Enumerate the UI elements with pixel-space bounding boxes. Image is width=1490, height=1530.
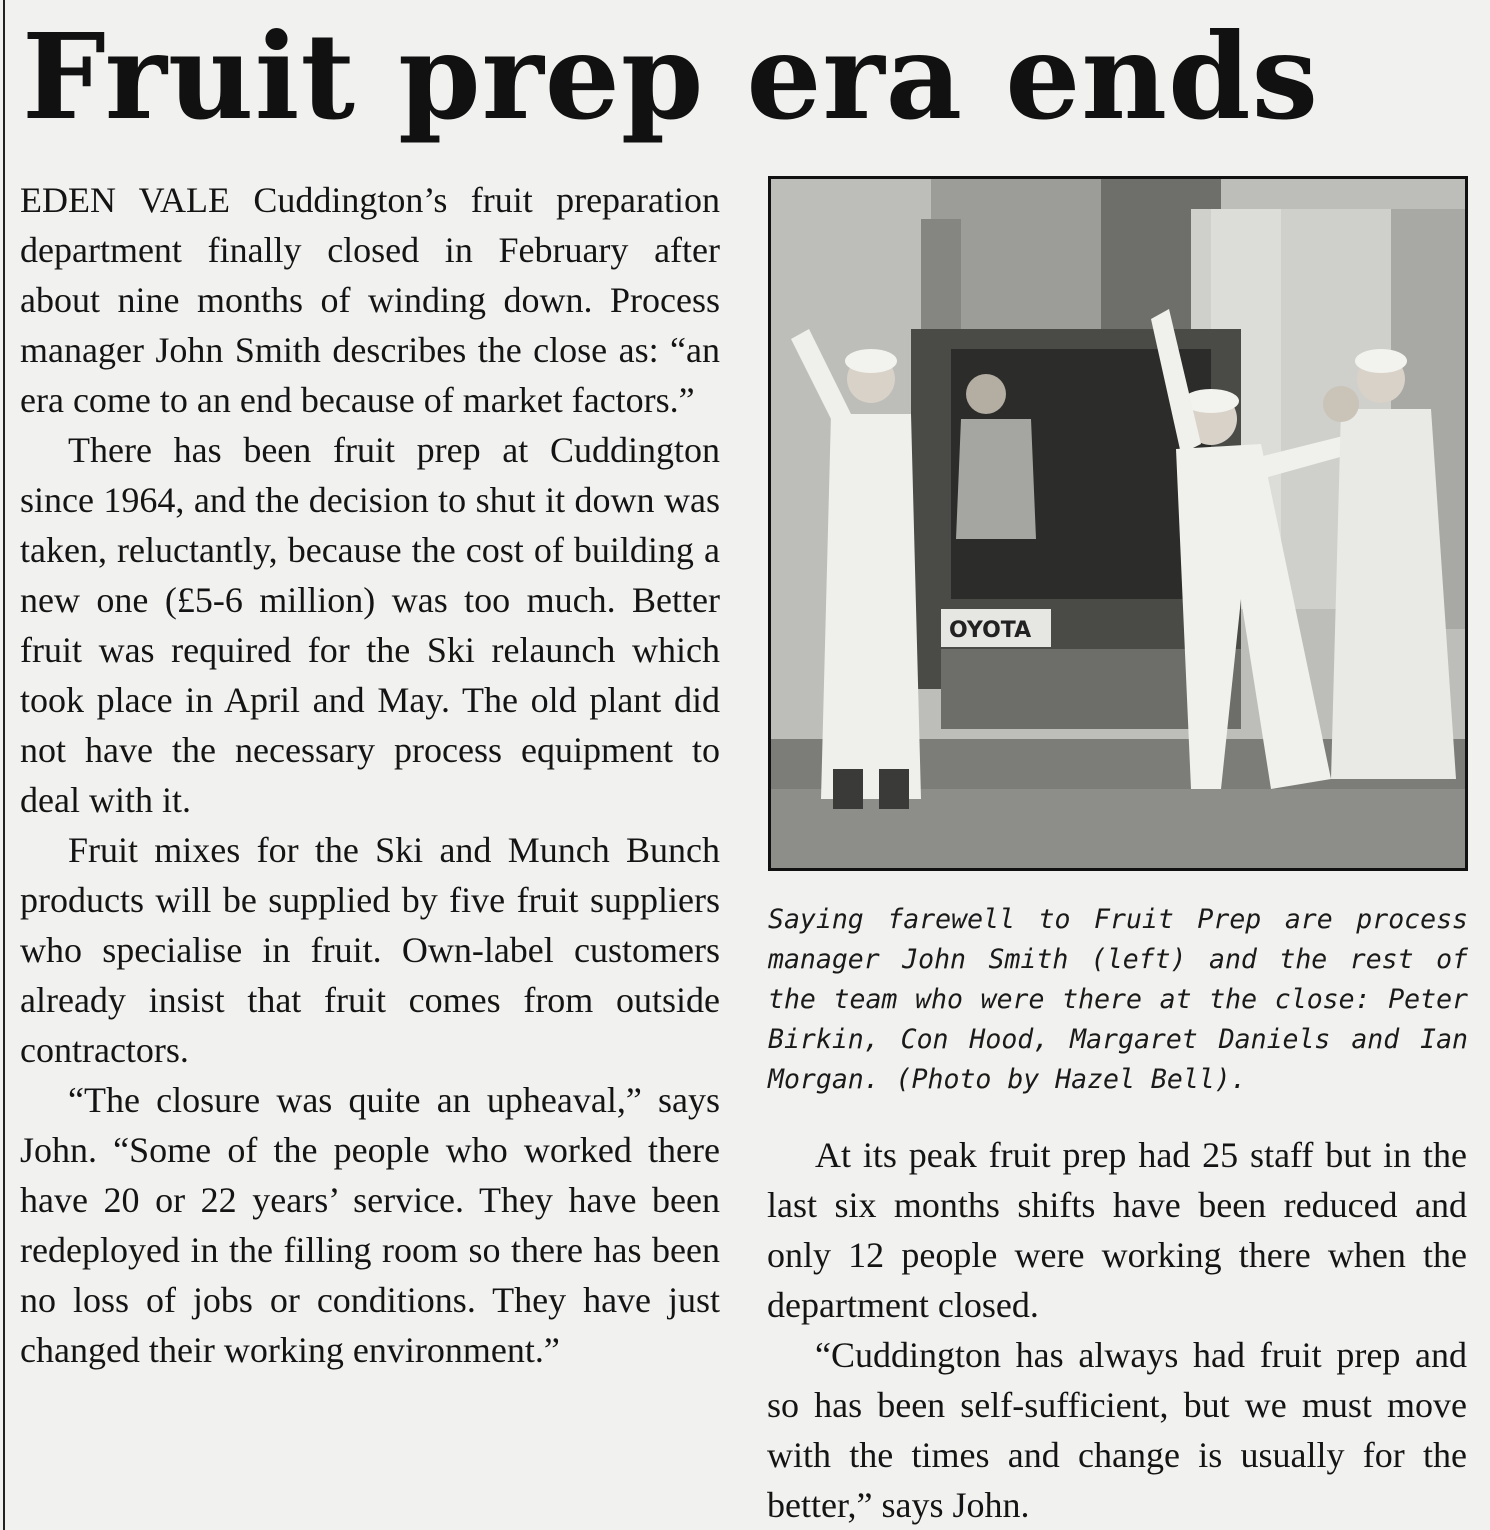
article-paragraph-3: Fruit mixes for the Ski and Munch Bunch products will be supplied by five fruit suppliers who specialise in fruit. Own-label customers already insist that fruit comes from outside contractors. bbox=[20, 830, 720, 1070]
article-paragraph-6: “Cuddington has always had fruit prep and so has been self-sufficient, but we must move with the times and change is usually for the better,” says John. bbox=[767, 1335, 1467, 1525]
article-left-column bbox=[20, 175, 720, 1375]
article-headline: Fruit prep era ends bbox=[22, 7, 1320, 146]
photo-sign-label: OYOTA bbox=[949, 618, 1032, 643]
page-left-rule bbox=[3, 0, 5, 1530]
article-paragraph-5: At its peak fruit prep had 25 staff but in the last six months shifts have been reduced and only 12 people were working there when the department closed. bbox=[767, 1135, 1467, 1325]
photo-caption: Saying farewell to Fruit Prep are process manager John Smith (left) and the rest of the team who were there at the close: Peter Birkin, Con Hood, Margaret Daniels and Ian Morgan. (Photo by Hazel Bell). bbox=[768, 904, 1468, 1095]
photo-illustration bbox=[771, 179, 1465, 868]
article-right-column bbox=[767, 1130, 1467, 1530]
article-paragraph-2: There has been fruit prep at Cuddington since 1964, and the decision to shut it down was taken, reluctantly, because the cost of building a new one (£5-6 million) was too much. Better fruit was required for the Ski relaunch which took place in April and May. The old plant did not have the necessary process equipment to deal with it. bbox=[20, 430, 720, 820]
article-paragraph-1: EDEN VALE Cuddington’s fruit preparation department finally closed in February after about nine months of winding down. Process manager John Smith describes the close as: “an era come to an end because of market factors.” bbox=[20, 180, 720, 420]
article-photo bbox=[768, 176, 1468, 871]
article-paragraph-4: “The closure was quite an upheaval,” says John. “Some of the people who worked there have 20 or 22 years’ service. They have been redeployed in the filling room so there has been no loss of jobs or conditions. They have just changed their working environment.” bbox=[20, 1080, 720, 1370]
